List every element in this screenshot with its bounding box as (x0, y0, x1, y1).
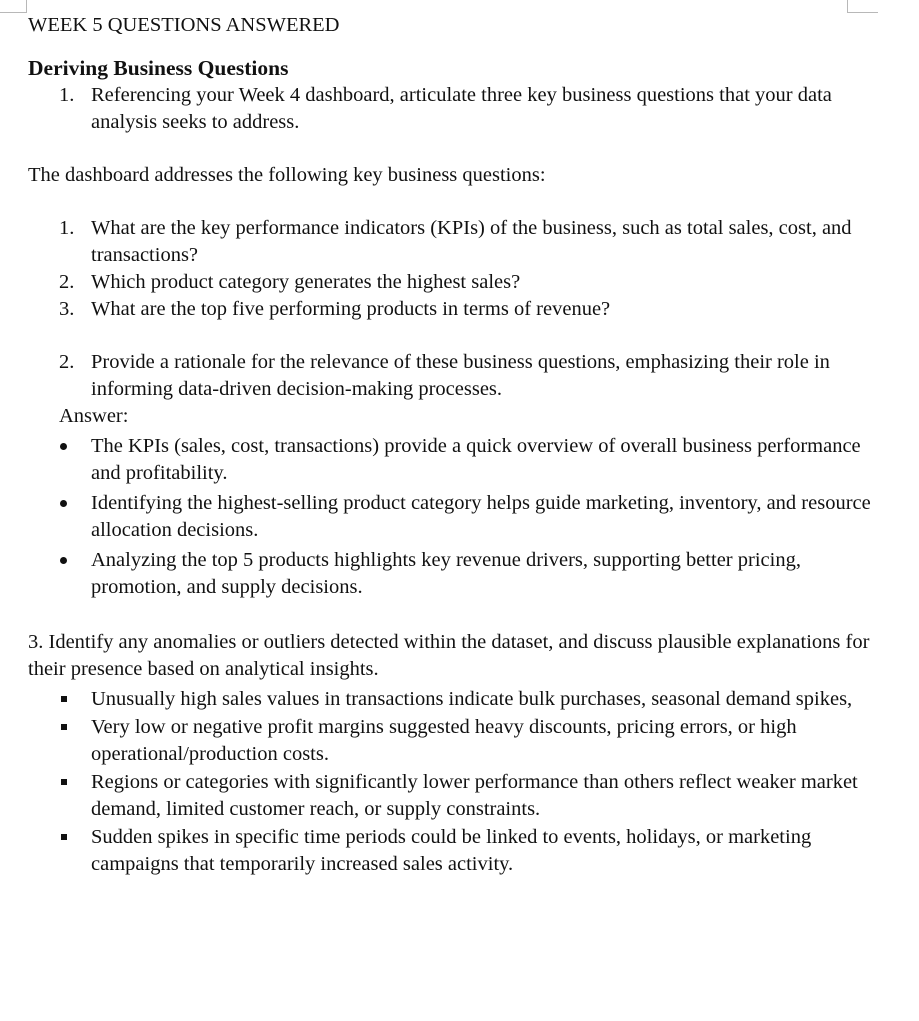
key-questions-list (28, 215, 888, 323)
section-heading: Deriving Business Questions (28, 56, 289, 80)
bullet-square-icon (61, 779, 67, 785)
bullet-square-icon (61, 724, 67, 730)
bullet-dot-icon (60, 443, 67, 450)
rationale-bullet (28, 490, 888, 544)
key-question-item (28, 269, 888, 296)
rationale-bullet-text: Identifying the highest-selling product category helps guide marketing, inventory, and resource allocation decisions. (91, 492, 871, 541)
rationale-bullet (28, 547, 888, 601)
anomaly-bullet-text: Very low or negative profit margins suggested heavy discounts, pricing errors, or high operational/production costs. (91, 716, 797, 765)
question-2-list (28, 349, 888, 403)
bullet-dot-icon (60, 557, 67, 564)
anomaly-bullet-text: Sudden spikes in specific time periods could be linked to events, holidays, or marketing campaigns that temporarily increased sales activity. (91, 826, 812, 875)
anomaly-bullet-text: Regions or categories with significantly lower performance than others reflect weaker market demand, limited customer reach, or supply constraints. (91, 771, 858, 820)
bullet-square-icon (61, 834, 67, 840)
anomaly-bullet (28, 824, 888, 878)
rationale-bullet-text: Analyzing the top 5 products highlights key revenue drivers, supporting better pricing, promotion, and supply decisions. (91, 549, 801, 598)
bullet-dot-icon (60, 500, 67, 507)
key-question-item (28, 296, 888, 323)
key-question-text: What are the key performance indicators (KPIs) of the business, such as total sales, cost, and transactions? (91, 217, 852, 266)
question-2 (28, 349, 888, 403)
rationale-bullet (28, 433, 888, 487)
bullet-square-icon (61, 696, 67, 702)
rationale-bullet-text: The KPIs (sales, cost, transactions) provide a quick overview of overall business performance and profitability. (91, 435, 861, 484)
anomaly-bullet (28, 769, 888, 823)
document-page (28, 12, 888, 878)
question-1-list (28, 82, 888, 136)
question-3-text: 3. Identify any anomalies or outliers detected within the dataset, and discuss plausible explanations for their presence based on analytical insights. (28, 631, 870, 680)
question-1 (28, 82, 888, 136)
intro-paragraph: The dashboard addresses the following key business questions: (28, 164, 546, 186)
anomaly-bullet (28, 686, 888, 713)
question-1-number: 1. (59, 84, 75, 106)
question-2-text: Provide a rationale for the relevance of these business questions, emphasizing their role in informing data-driven decision-making processes. (91, 351, 830, 400)
question-1-text: Referencing your Week 4 dashboard, articulate three key business questions that your data analysis seeks to address. (91, 84, 832, 133)
key-question-item (28, 215, 888, 269)
anomaly-bullet-list (28, 686, 888, 878)
key-question-number: 3. (59, 298, 75, 320)
rationale-bullet-list (28, 433, 888, 601)
key-question-number: 1. (59, 217, 75, 239)
key-question-number: 2. (59, 271, 75, 293)
page-corner-mark-left (0, 0, 27, 13)
answer-label: Answer: (59, 405, 129, 427)
document-title: WEEK 5 QUESTIONS ANSWERED (28, 14, 340, 36)
key-question-text: What are the top five performing products in terms of revenue? (91, 298, 611, 320)
anomaly-bullet (28, 714, 888, 768)
anomaly-bullet-text: Unusually high sales values in transactions indicate bulk purchases, seasonal demand spikes, (91, 688, 853, 710)
key-question-text: Which product category generates the highest sales? (91, 271, 521, 293)
question-2-number: 2. (59, 351, 75, 373)
